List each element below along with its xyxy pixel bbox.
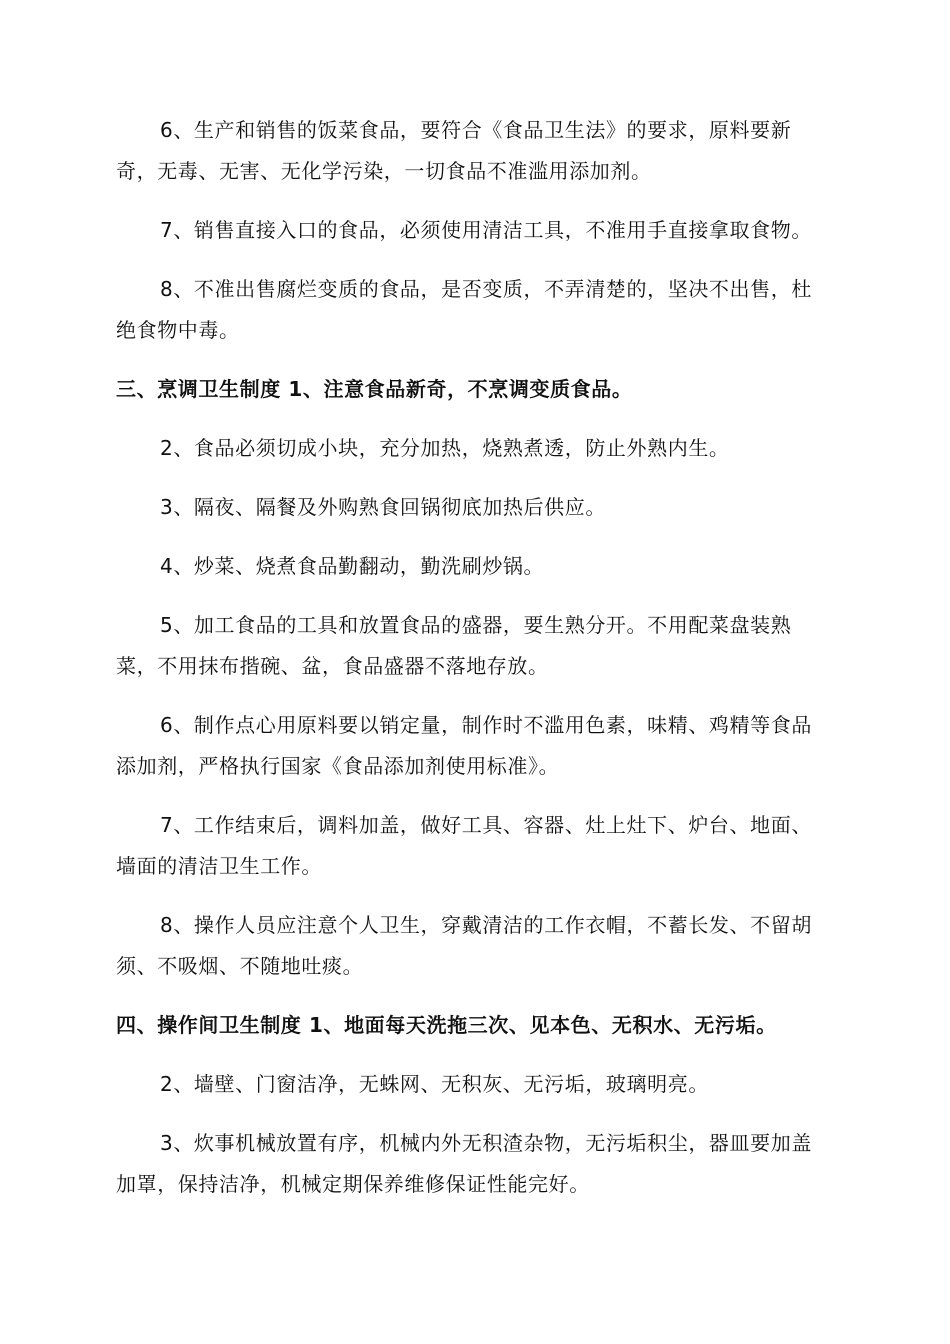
paragraph-item: 3、炊事机械放置有序，机械内外无积渣杂物，无污垢积尘，器皿要加盖加罩，保持洁净，机械定期保养维修保证性能完好。 <box>116 1131 812 1196</box>
section-heading: 三、烹调卫生制度 1、注意食品新奇，不烹调变质食品。 <box>116 377 633 401</box>
paragraph-item: 2、墙壁、门窗洁净，无蛛网、无积灰、无污垢，玻璃明亮。 <box>160 1072 709 1096</box>
paragraph-item: 2、食品必须切成小块，充分加热，烧熟煮透，防止外熟内生。 <box>160 436 730 460</box>
paragraph-item: 8、不准出售腐烂变质的食品，是否变质，不弄清楚的，坚决不出售，杜绝食物中毒。 <box>116 277 812 342</box>
paragraph-item: 5、加工食品的工具和放置食品的盛器，要生熟分开。不用配菜盘装熟菜，不用抹布揩碗、盆，食品盛器不落地存放。 <box>116 613 792 678</box>
paragraph-item: 7、销售直接入口的食品，必须使用清洁工具，不准用手直接拿取食物。 <box>160 218 812 242</box>
paragraph-item: 4、炒菜、烧煮食品勤翻动，勤洗刷炒锅。 <box>160 554 545 578</box>
paragraph-item: 6、生产和销售的饭菜食品，要符合《食品卫生法》的要求，原料要新奇，无毒、无害、无化学污染，一切食品不准滥用添加剂。 <box>116 118 792 183</box>
document-body <box>116 110 828 1223</box>
paragraph-item: 7、工作结束后，调料加盖，做好工具、容器、灶上灶下、炉台、地面、墙面的清洁卫生工作。 <box>116 813 812 878</box>
paragraph-item: 8、操作人员应注意个人卫生，穿戴清洁的工作衣帽，不蓄长发、不留胡须、不吸烟、不随地吐痰。 <box>116 913 812 978</box>
paragraph-item: 3、隔夜、隔餐及外购熟食回锅彻底加热后供应。 <box>160 495 606 519</box>
paragraph-item: 6、制作点心用原料要以销定量，制作时不滥用色素，味精、鸡精等食品添加剂，严格执行国家《食品添加剂使用标准》。 <box>116 713 812 778</box>
section-heading: 四、操作间卫生制度 1、地面每天洗拖三次、见本色、无积水、无污垢。 <box>116 1013 777 1037</box>
